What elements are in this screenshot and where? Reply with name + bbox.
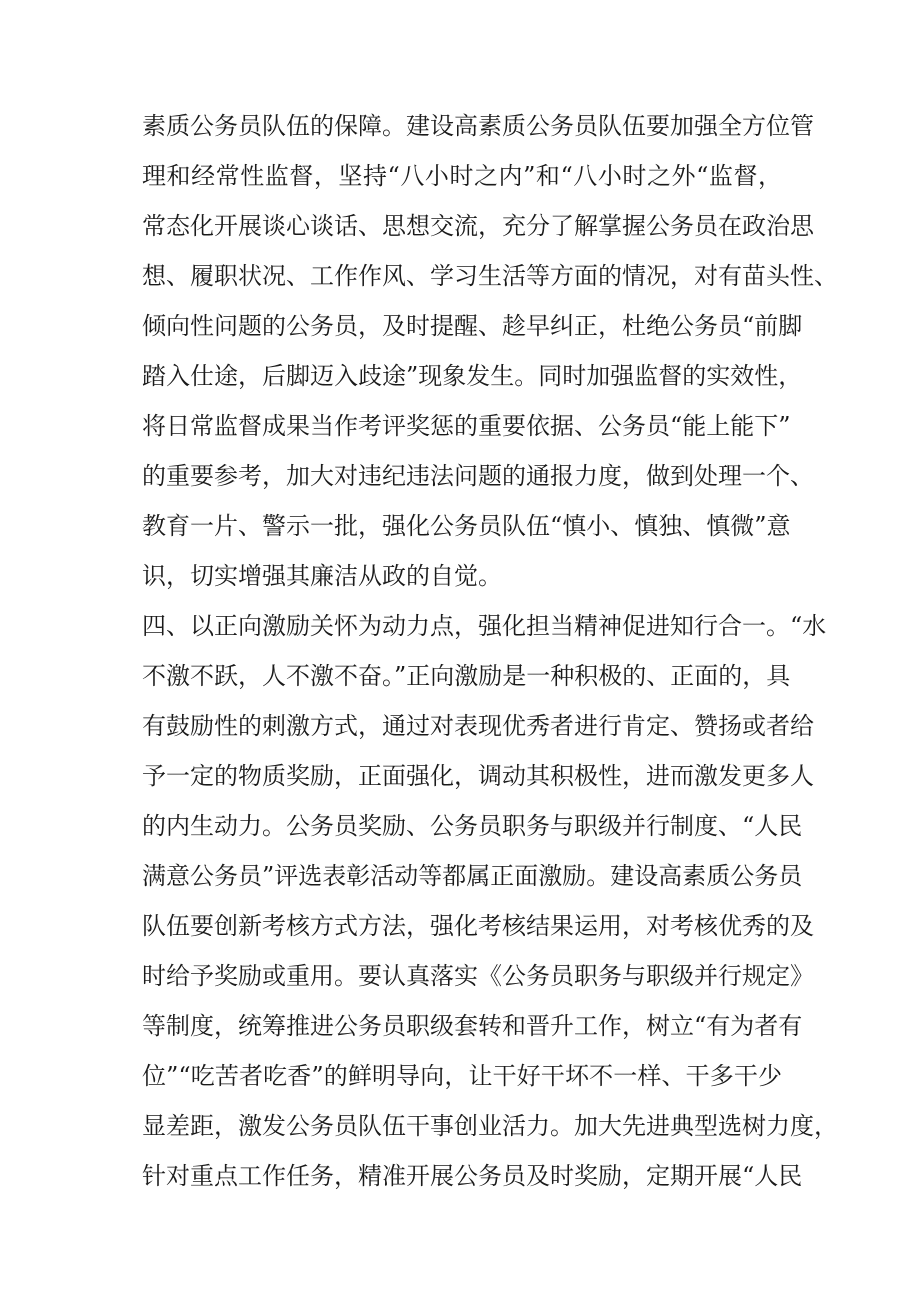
text-line: 的重要参考，加大对违纪违法问题的通报力度，做到处理一个、 bbox=[142, 462, 814, 490]
text-line: 教育一片、警示一批，强化公务员队伍“慎小、慎独、慎微”意 bbox=[142, 512, 791, 540]
text-line: 想、履职状况、工作作风、学习生活等方面的情况，对有苗头性、 bbox=[142, 262, 838, 290]
text-line: 队伍要创新考核方式方法，强化考核结果运用，对考核优秀的及 bbox=[142, 912, 814, 940]
text-line: 的内生动力。公务员奖励、公务员职务与职级并行制度、“人民 bbox=[142, 812, 803, 840]
text-line: 位”“吃苦者吃香”的鲜明导向，让干好干坏不一样、干多干少 bbox=[142, 1062, 782, 1090]
text-line: 显差距，激发公务员队伍干事创业活力。加大先进典型选树力度， bbox=[142, 1112, 838, 1140]
text-line: 针对重点工作任务，精准开展公务员及时奖励，定期开展“人民 bbox=[142, 1162, 803, 1190]
text-line: 将日常监督成果当作考评奖惩的重要依据、公务员“能上能下” bbox=[142, 412, 791, 440]
text-line: 识，切实增强其廉洁从政的自觉。 bbox=[142, 562, 502, 590]
section-heading-line: 四、以正向激励关怀为动力点，强化担当精神促进知行合一。“水 bbox=[142, 612, 827, 640]
text-line: 倾向性问题的公务员，及时提醒、趁早纠正，杜绝公务员“前脚 bbox=[142, 312, 803, 340]
text-line: 不激不跃，人不激不奋。”正向激励是一种积极的、正面的，具 bbox=[142, 662, 791, 690]
text-line: 满意公务员”评选表彰活动等都属正面激励。建设高素质公务员 bbox=[142, 862, 803, 890]
text-line: 理和经常性监督，坚持“八小时之内”和“八小时之外“监督， bbox=[142, 162, 782, 190]
text-line: 常态化开展谈心谈话、思想交流，充分了解掌握公务员在政治思 bbox=[142, 212, 814, 240]
text-line: 有鼓励性的刺激方式，通过对表现优秀者进行肯定、赞扬或者给 bbox=[142, 712, 814, 740]
text-line: 踏入仕途，后脚迈入歧途”现象发生。同时加强监督的实效性， bbox=[142, 362, 803, 390]
text-line: 予一定的物质奖励，正面强化，调动其积极性，进而激发更多人 bbox=[142, 762, 814, 790]
text-line: 时给予奖励或重用。要认真落实《公务员职务与职级并行规定》 bbox=[142, 962, 814, 990]
text-line: 素质公务员队伍的保障。建设高素质公务员队伍要加强全方位管 bbox=[142, 112, 814, 140]
text-line: 等制度，统筹推进公务员职级套转和晋升工作，树立“有为者有 bbox=[142, 1012, 803, 1040]
